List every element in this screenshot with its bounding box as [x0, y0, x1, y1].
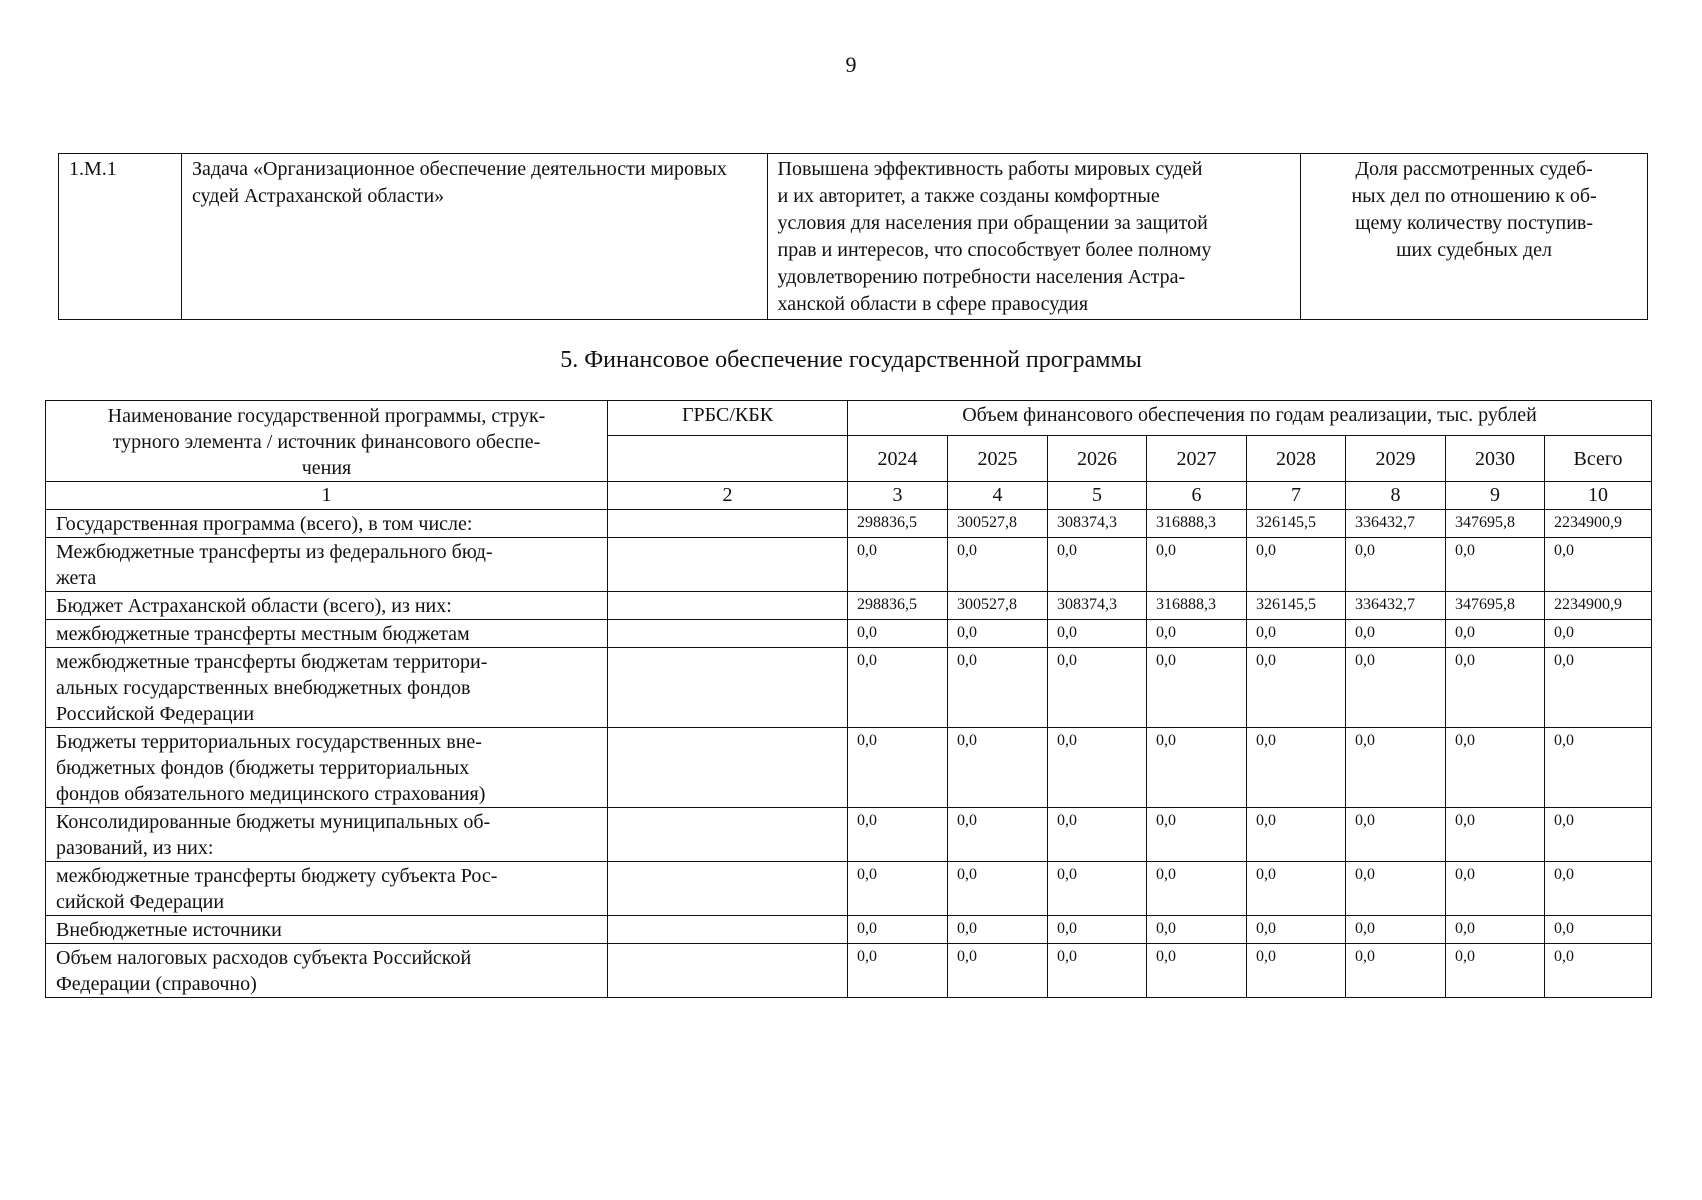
row-value: 0,0: [1446, 620, 1545, 648]
row-grbs: [608, 538, 848, 592]
column-number: 8: [1346, 482, 1446, 510]
row-value: 0,0: [848, 728, 948, 808]
row-value: 326145,5: [1247, 510, 1346, 538]
row-value: 0,0: [1147, 944, 1247, 998]
row-value: 0,0: [1346, 620, 1446, 648]
row-value: 0,0: [1048, 648, 1147, 728]
row-value: 0,0: [1147, 538, 1247, 592]
row-value: 0,0: [1147, 728, 1247, 808]
table-row: [46, 862, 1652, 916]
row-grbs: [608, 510, 848, 538]
table-row: [46, 728, 1652, 808]
row-value: 0,0: [1247, 808, 1346, 862]
task-code: 1.М.1: [59, 154, 182, 320]
row-value: 0,0: [1545, 648, 1652, 728]
column-number: 10: [1545, 482, 1652, 510]
task-result-line: удовлетворению потребности населения Астра-: [777, 266, 1186, 288]
row-value: 0,0: [948, 808, 1048, 862]
row-value: 0,0: [948, 916, 1048, 944]
year-header: 2025: [948, 436, 1048, 482]
row-value: 316888,3: [1147, 510, 1247, 538]
row-value: 298836,5: [848, 592, 948, 620]
row-value: 0,0: [1446, 728, 1545, 808]
row-grbs: [608, 648, 848, 728]
year-header: Всего: [1545, 436, 1652, 482]
row-value: 0,0: [1545, 808, 1652, 862]
table-row: [46, 538, 1652, 592]
column-number: 4: [948, 482, 1048, 510]
row-value: 0,0: [1346, 944, 1446, 998]
row-value: 0,0: [848, 944, 948, 998]
task-table: [58, 153, 1648, 320]
row-value: 347695,8: [1446, 510, 1545, 538]
row-value: 0,0: [1346, 916, 1446, 944]
row-grbs: [608, 944, 848, 998]
row-value: 0,0: [1247, 538, 1346, 592]
row-label-line: Бюджет Астраханской области (всего), из них:: [56, 595, 452, 617]
table-row: [46, 808, 1652, 862]
row-value: 0,0: [1545, 538, 1652, 592]
column-number: 1: [46, 482, 608, 510]
row-value: 298836,5: [848, 510, 948, 538]
row-value: 0,0: [1247, 862, 1346, 916]
column-number: 5: [1048, 482, 1147, 510]
header-volume: Объем финансового обеспечения по годам реализации, тыс. рублей: [848, 401, 1652, 436]
row-label: [46, 944, 608, 998]
row-value: 0,0: [1147, 808, 1247, 862]
column-number: 3: [848, 482, 948, 510]
row-value: 0,0: [1247, 916, 1346, 944]
header-grbs: ГРБС/КБК: [608, 401, 848, 436]
row-label-line: разований, из них:: [56, 837, 214, 859]
row-label-line: бюджетных фондов (бюджеты территориальных: [56, 757, 470, 779]
year-header: 2027: [1147, 436, 1247, 482]
header-name-line: чения: [301, 457, 352, 479]
row-label-line: альных государственных внебюджетных фондов: [56, 677, 471, 699]
row-value: 0,0: [948, 538, 1048, 592]
row-label-line: межбюджетные трансферты бюджету субъекта Рос-: [56, 865, 498, 887]
year-header: 2024: [848, 436, 948, 482]
row-label: [46, 592, 608, 620]
row-grbs: [608, 728, 848, 808]
row-value: 0,0: [1247, 728, 1346, 808]
row-value: 0,0: [948, 944, 1048, 998]
row-label-line: межбюджетные трансферты бюджетам территори-: [56, 651, 488, 673]
row-value: 0,0: [1048, 808, 1147, 862]
row-value: 0,0: [948, 620, 1048, 648]
row-value: 0,0: [1147, 620, 1247, 648]
row-label-line: Объем налоговых расходов субъекта Российской: [56, 947, 472, 969]
row-label: [46, 862, 608, 916]
finance-table: [45, 400, 1652, 998]
row-value: 316888,3: [1147, 592, 1247, 620]
row-label-line: Внебюджетные источники: [56, 919, 282, 941]
row-value: 347695,8: [1446, 592, 1545, 620]
row-value: 0,0: [848, 538, 948, 592]
row-value: 0,0: [1446, 916, 1545, 944]
row-label: [46, 728, 608, 808]
task-result-line: прав и интересов, что способствует более полному: [777, 239, 1212, 261]
column-number-row: [46, 482, 1652, 510]
task-row: [59, 154, 1648, 320]
task-indicator: [1301, 154, 1648, 320]
task-indicator-line: Доля рассмотренных судеб-: [1355, 158, 1593, 180]
table-row: [46, 648, 1652, 728]
row-grbs: [608, 916, 848, 944]
row-value: 0,0: [948, 648, 1048, 728]
row-value: 0,0: [1247, 648, 1346, 728]
row-value: 0,0: [1346, 728, 1446, 808]
row-label-line: Межбюджетные трансферты из федерального бюд-: [56, 541, 493, 563]
row-value: 0,0: [1048, 944, 1147, 998]
task-result-line: ханской области в сфере правосудия: [777, 293, 1089, 315]
row-value: 0,0: [1346, 538, 1446, 592]
table-row: [46, 916, 1652, 944]
row-value: 0,0: [948, 728, 1048, 808]
year-header: 2026: [1048, 436, 1147, 482]
row-value: 0,0: [1545, 728, 1652, 808]
row-value: 0,0: [1048, 620, 1147, 648]
row-value: 0,0: [1545, 944, 1652, 998]
row-value: 336432,7: [1346, 592, 1446, 620]
task-result-line: Повышена эффективность работы мировых судей: [777, 158, 1203, 180]
row-value: 0,0: [1545, 916, 1652, 944]
header-name-line: турного элемента / источник финансового обеспе-: [112, 431, 541, 453]
row-value: 0,0: [1048, 538, 1147, 592]
row-value: 0,0: [1346, 808, 1446, 862]
row-label: [46, 620, 608, 648]
header-name-line: Наименование государственной программы, струк-: [107, 405, 546, 427]
row-value: 0,0: [1147, 648, 1247, 728]
table-row: [46, 620, 1652, 648]
header-grbs-empty: [608, 436, 848, 482]
column-number: 6: [1147, 482, 1247, 510]
row-value: 0,0: [848, 862, 948, 916]
row-value: 0,0: [1048, 728, 1147, 808]
row-value: 0,0: [848, 916, 948, 944]
task-result: [767, 154, 1301, 320]
row-value: 0,0: [1048, 916, 1147, 944]
row-value: 0,0: [1545, 620, 1652, 648]
task-result-line: условия для населения при обращении за защитой: [777, 212, 1208, 234]
row-value: 0,0: [948, 862, 1048, 916]
row-label: [46, 916, 608, 944]
row-label: [46, 648, 608, 728]
row-value: 300527,8: [948, 510, 1048, 538]
row-value: 0,0: [1247, 944, 1346, 998]
row-grbs: [608, 862, 848, 916]
task-indicator-line: ных дел по отношению к об-: [1351, 185, 1597, 207]
row-grbs: [608, 592, 848, 620]
row-label-line: Российской Федерации: [56, 703, 255, 725]
row-value: 0,0: [1346, 862, 1446, 916]
column-number: 9: [1446, 482, 1545, 510]
year-header: 2030: [1446, 436, 1545, 482]
header-name: [46, 401, 608, 482]
column-number: 7: [1247, 482, 1346, 510]
row-value: 0,0: [848, 648, 948, 728]
task-name: Задача «Организационное обеспечение деятельности мировых судей Астраханской области»: [181, 154, 767, 320]
row-label-line: фондов обязательного медицинского страхования): [56, 783, 486, 805]
row-value: 2234900,9: [1545, 510, 1652, 538]
row-value: 2234900,9: [1545, 592, 1652, 620]
row-value: 0,0: [1446, 808, 1545, 862]
row-label-line: сийской Федерации: [56, 891, 225, 913]
row-grbs: [608, 808, 848, 862]
row-label-line: жета: [56, 567, 97, 589]
task-indicator-line: ших судебных дел: [1396, 239, 1552, 261]
row-value: 0,0: [1346, 648, 1446, 728]
row-value: 0,0: [1446, 648, 1545, 728]
row-label-line: Федерации (справочно): [56, 973, 257, 995]
section-heading: 5. Финансовое обеспечение государственной программы: [560, 347, 1142, 373]
table-row: [46, 944, 1652, 998]
row-value: 0,0: [1446, 538, 1545, 592]
finance-table-body: [46, 510, 1652, 998]
row-value: 0,0: [1048, 862, 1147, 916]
row-value: 336432,7: [1346, 510, 1446, 538]
table-row: [46, 510, 1652, 538]
row-value: 0,0: [1446, 862, 1545, 916]
row-value: 0,0: [1446, 944, 1545, 998]
row-label-line: межбюджетные трансферты местным бюджетам: [56, 623, 470, 645]
row-value: 308374,3: [1048, 510, 1147, 538]
row-value: 300527,8: [948, 592, 1048, 620]
row-value: 0,0: [1147, 862, 1247, 916]
row-value: 0,0: [848, 808, 948, 862]
task-result-line: и их авторитет, а также созданы комфортные: [777, 185, 1160, 207]
row-grbs: [608, 620, 848, 648]
year-header: 2028: [1247, 436, 1346, 482]
row-value: 308374,3: [1048, 592, 1147, 620]
row-value: 326145,5: [1247, 592, 1346, 620]
row-value: 0,0: [1545, 862, 1652, 916]
row-value: 0,0: [1247, 620, 1346, 648]
table-row: [46, 592, 1652, 620]
row-value: 0,0: [848, 620, 948, 648]
row-label-line: Консолидированные бюджеты муниципальных об-: [56, 811, 491, 833]
row-label-line: Государственная программа (всего), в том числе:: [56, 513, 473, 535]
row-value: 0,0: [1147, 916, 1247, 944]
row-label: [46, 538, 608, 592]
row-label-line: Бюджеты территориальных государственных вне-: [56, 731, 482, 753]
row-label: [46, 510, 608, 538]
header-row: [46, 401, 1652, 436]
task-indicator-line: щему количеству поступив-: [1355, 212, 1594, 234]
row-label: [46, 808, 608, 862]
column-number: 2: [608, 482, 848, 510]
year-header: 2029: [1346, 436, 1446, 482]
page-number: 9: [845, 52, 857, 77]
